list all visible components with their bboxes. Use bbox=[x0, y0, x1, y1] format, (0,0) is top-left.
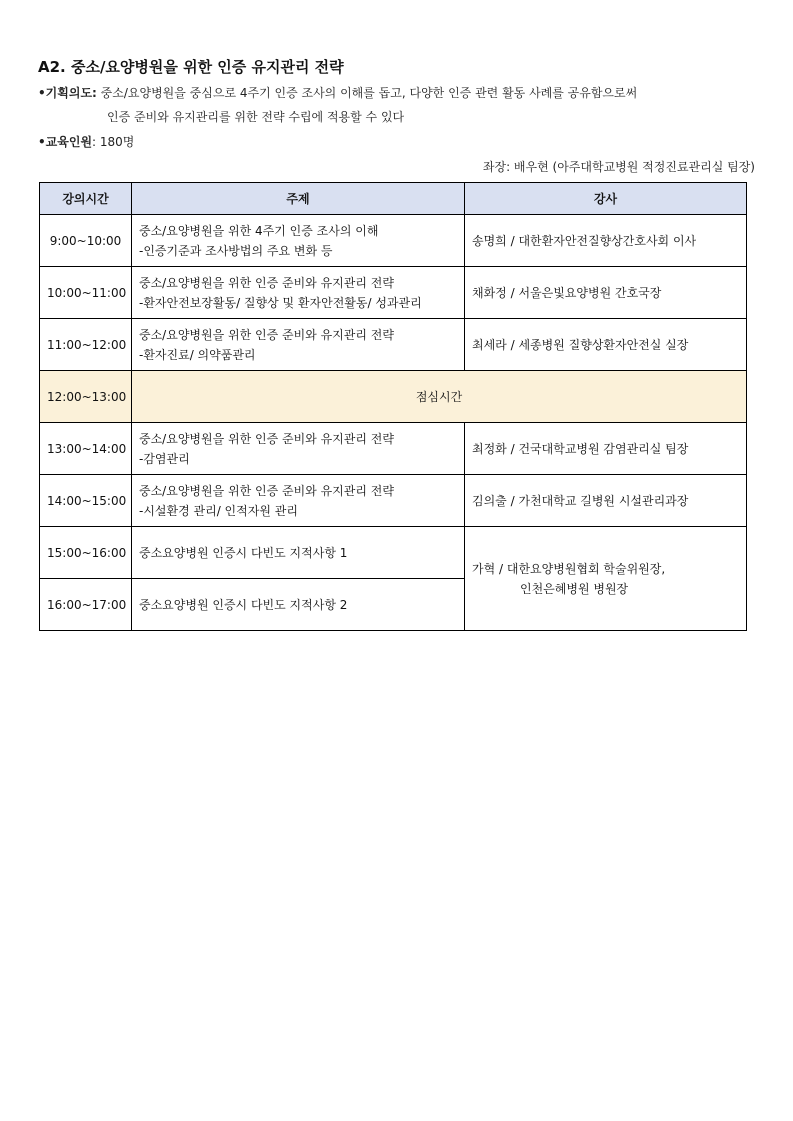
attendees-line bbox=[38, 133, 134, 150]
purpose-text-2: 인증 준비와 유지관리를 위한 전략 수립에 적용할 수 있다 bbox=[107, 110, 405, 124]
schedule-table bbox=[39, 182, 747, 631]
header-topic: 주제 bbox=[132, 183, 465, 215]
table-row bbox=[40, 319, 747, 371]
session-speaker: 김의출 / 가천대학교 길병원 시설관리과장 bbox=[465, 475, 747, 527]
table-row bbox=[40, 423, 747, 475]
session-topic bbox=[132, 423, 465, 475]
purpose-line-1 bbox=[38, 84, 637, 101]
lunch-label: 점심시간 bbox=[132, 371, 747, 423]
header-speaker: 강사 bbox=[465, 183, 747, 215]
session-time: 14:00~15:00 bbox=[40, 475, 132, 527]
page-title: A2. 중소/요양병원을 위한 인증 유지관리 전략 bbox=[38, 58, 344, 76]
chair-info: 좌장: 배우현 (아주대학교병원 적정진료관리실 팀장) bbox=[482, 160, 755, 174]
table-header-row bbox=[40, 183, 747, 215]
topic-title: 중소/요양병원을 위한 인증 준비와 유지관리 전략 bbox=[139, 431, 394, 446]
session-topic bbox=[132, 267, 465, 319]
session-topic bbox=[132, 527, 465, 579]
session-speaker bbox=[465, 527, 747, 631]
lunch-row bbox=[40, 371, 747, 423]
topic-title: 중소/요양병원을 위한 인증 준비와 유지관리 전략 bbox=[139, 327, 394, 342]
session-topic bbox=[132, 319, 465, 371]
session-time: 13:00~14:00 bbox=[40, 423, 132, 475]
speaker-line-2: 인천은혜병원 병원장 bbox=[520, 581, 629, 596]
header-time: 강의시간 bbox=[40, 183, 132, 215]
session-speaker: 채화정 / 서울은빛요양병원 간호국장 bbox=[465, 267, 747, 319]
table-row bbox=[40, 215, 747, 267]
topic-title: 중소요양병원 인증시 다빈도 지적사항 2 bbox=[139, 597, 348, 612]
session-speaker: 최세라 / 세종병원 질향상환자안전실 실장 bbox=[465, 319, 747, 371]
session-time: 9:00~10:00 bbox=[40, 215, 132, 267]
topic-detail: -인증기준과 조사방법의 주요 변화 등 bbox=[139, 243, 333, 258]
session-time: 16:00~17:00 bbox=[40, 579, 132, 631]
session-time: 15:00~16:00 bbox=[40, 527, 132, 579]
attendees-value: : 180명 bbox=[92, 135, 135, 149]
purpose-text-1: 중소/요양병원을 중심으로 4주기 인증 조사의 이해를 돕고, 다양한 인증 관련 활동 사례를 공유함으로써 bbox=[100, 86, 638, 100]
attendees-label: •교육인원 bbox=[38, 135, 93, 149]
topic-detail: -시설환경 관리/ 인적자원 관리 bbox=[139, 503, 298, 518]
table-row bbox=[40, 267, 747, 319]
session-time: 12:00~13:00 bbox=[40, 371, 132, 423]
topic-detail: -환자진료/ 의약품관리 bbox=[139, 347, 256, 362]
topic-title: 중소/요양병원을 위한 인증 준비와 유지관리 전략 bbox=[139, 483, 394, 498]
purpose-label: •기획의도: bbox=[38, 86, 97, 100]
speaker-line-1: 가혁 / 대한요양병원협회 학술위원장, bbox=[472, 561, 666, 576]
session-speaker: 송명희 / 대한환자안전질향상간호사회 이사 bbox=[465, 215, 747, 267]
table-row bbox=[40, 475, 747, 527]
session-time: 11:00~12:00 bbox=[40, 319, 132, 371]
session-time: 10:00~11:00 bbox=[40, 267, 132, 319]
table-row bbox=[40, 527, 747, 579]
session-topic bbox=[132, 579, 465, 631]
topic-detail: -환자안전보장활동/ 질향상 및 환자안전활동/ 성과관리 bbox=[139, 295, 422, 310]
topic-detail: -감염관리 bbox=[139, 451, 190, 466]
session-topic bbox=[132, 475, 465, 527]
topic-title: 중소/요양병원을 위한 4주기 인증 조사의 이해 bbox=[139, 223, 379, 238]
topic-title: 중소/요양병원을 위한 인증 준비와 유지관리 전략 bbox=[139, 275, 394, 290]
session-topic bbox=[132, 215, 465, 267]
topic-title: 중소요양병원 인증시 다빈도 지적사항 1 bbox=[139, 545, 348, 560]
session-speaker: 최정화 / 건국대학교병원 감염관리실 팀장 bbox=[465, 423, 747, 475]
